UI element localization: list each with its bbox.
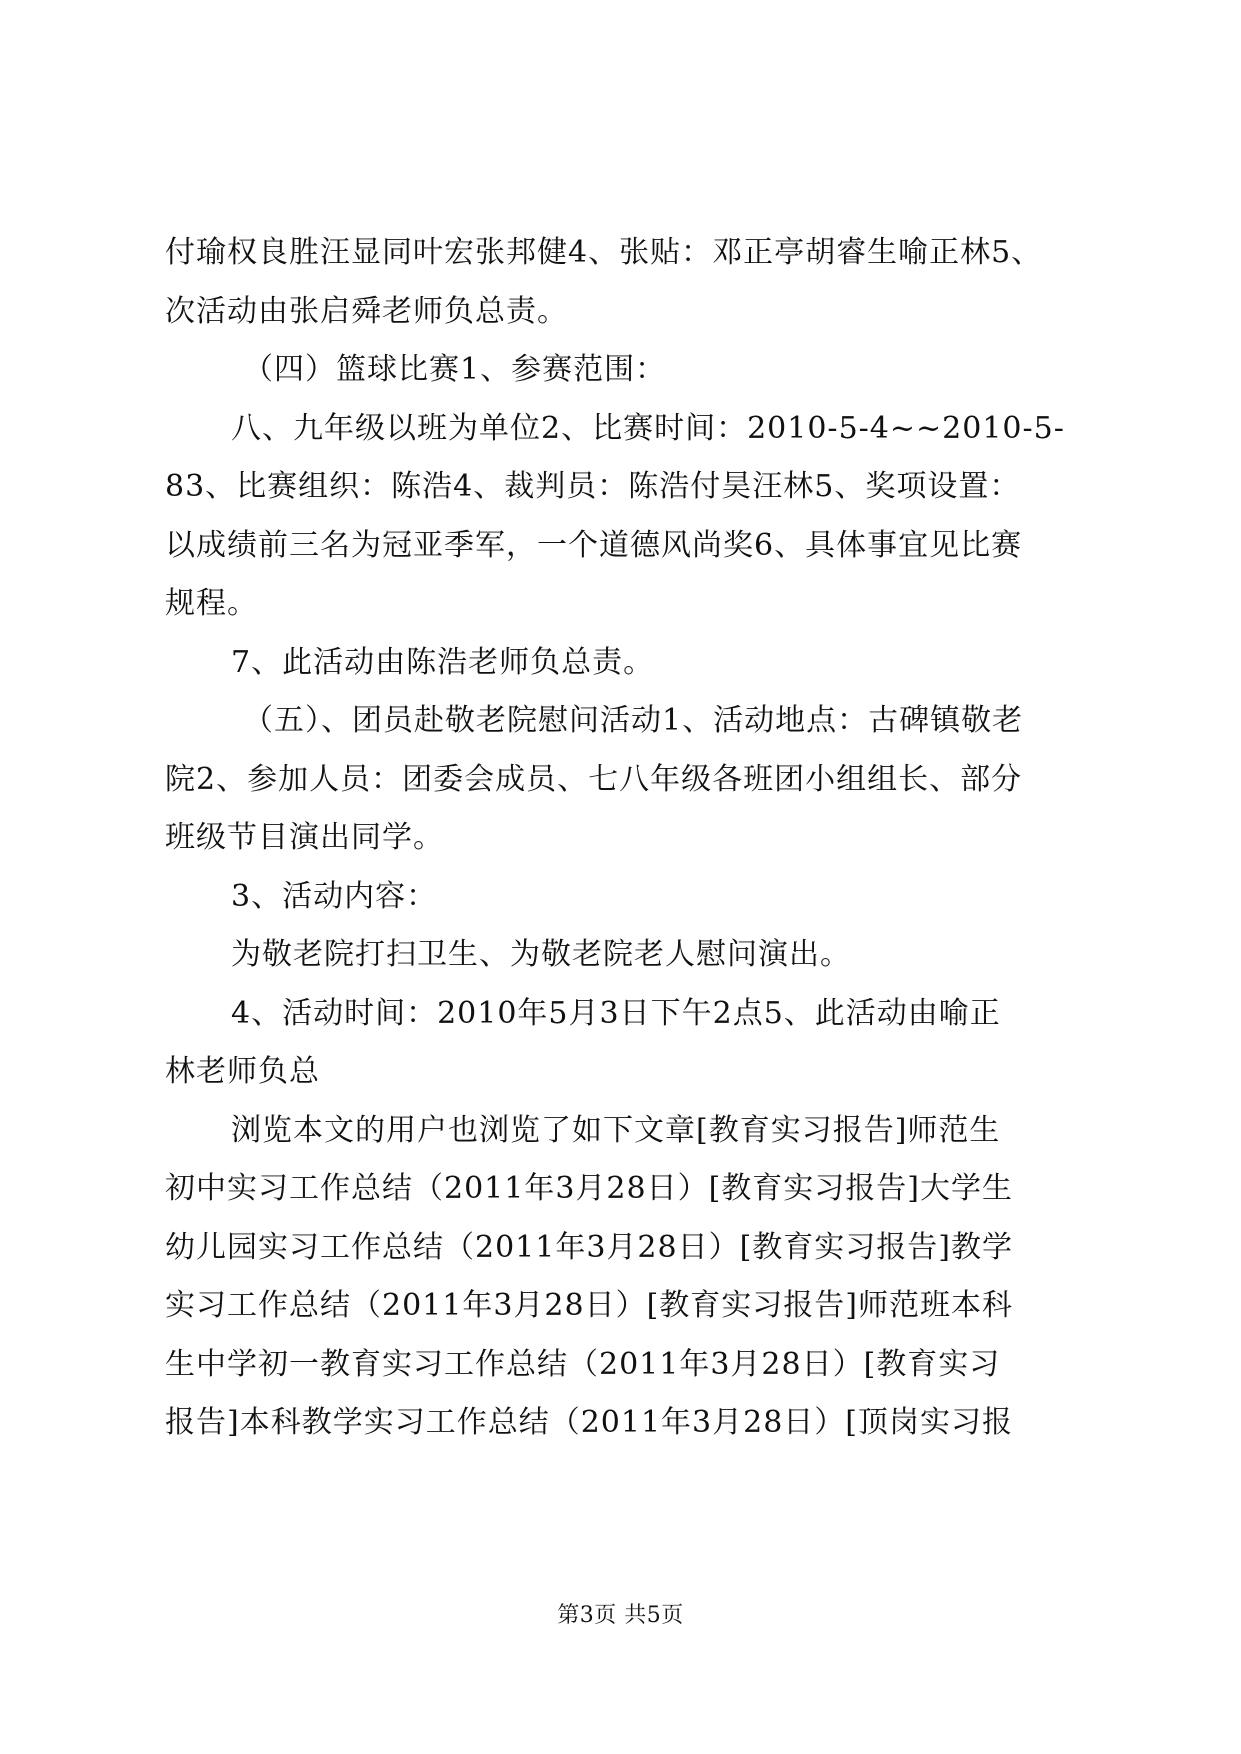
text-line-1: 付瑜权良胜汪显同叶宏张邦健4、张贴：邓正亭胡睿生喻正林5、 [165,235,1043,270]
text-line-20: 生中学初一教育实习工作总结（2011年3月28日）[教育实习 [165,1346,1001,1382]
text-line-13: 为敬老院打扫卫生、为敬老院老人慰问演出。 [231,937,851,972]
text-line-7: 规程。 [165,586,258,621]
text-line-11: 班级节目演出同学。 [165,820,444,855]
text-line-12: 3、活动内容： [231,878,438,914]
text-line-16: 浏览本文的用户也浏览了如下文章[教育实习报告]师范生 [231,1112,1001,1148]
text-line-15: 林老师负总 [165,1054,320,1089]
page-footer [0,1602,1241,1630]
text-line-4: 八、九年级以班为单位2、比赛时间：2010-5-4~~2010-5- [231,410,1065,446]
text-line-10: 院2、参加人员：团委会成员、七八年级各班团小组组长、部分 [165,761,1023,797]
text-line-17: 初中实习工作总结（2011年3月28日）[教育实习报告]大学生 [165,1171,1014,1206]
text-line-21: 报告]本科教学实习工作总结（2011年3月28日）[顶岗实习报 [165,1405,1014,1440]
text-line-14: 4、活动时间：2010年5月3日下午2点5、此活动由喻正 [231,995,1001,1031]
document-body [165,224,1085,1453]
text-line-18: 幼儿园实习工作总结（2011年3月28日）[教育实习报告]教学 [165,1229,1014,1265]
text-line-9: （五）、团员赴敬老院慰问活动1、活动地点：古碑镇敬老 [243,703,1024,738]
text-line-8: 7、此活动由陈浩老师负总责。 [231,644,655,680]
page-number-label: 第3页 共5页 [557,1603,684,1628]
text-line-3: （四）篮球比赛1、参赛范围： [243,352,667,387]
text-line-6: 以成绩前三名为冠亚季军，一个道德风尚奖6、具体事宜见比赛 [165,527,1023,563]
text-line-5: 83、比赛组织：陈浩4、裁判员：陈浩付昊汪林5、奖项设置： [165,469,1021,504]
text-line-2: 次活动由张启舜老师负总责。 [165,293,568,329]
text-line-19: 实习工作总结（2011年3月28日）[教育实习报告]师范班本科 [165,1288,1014,1323]
